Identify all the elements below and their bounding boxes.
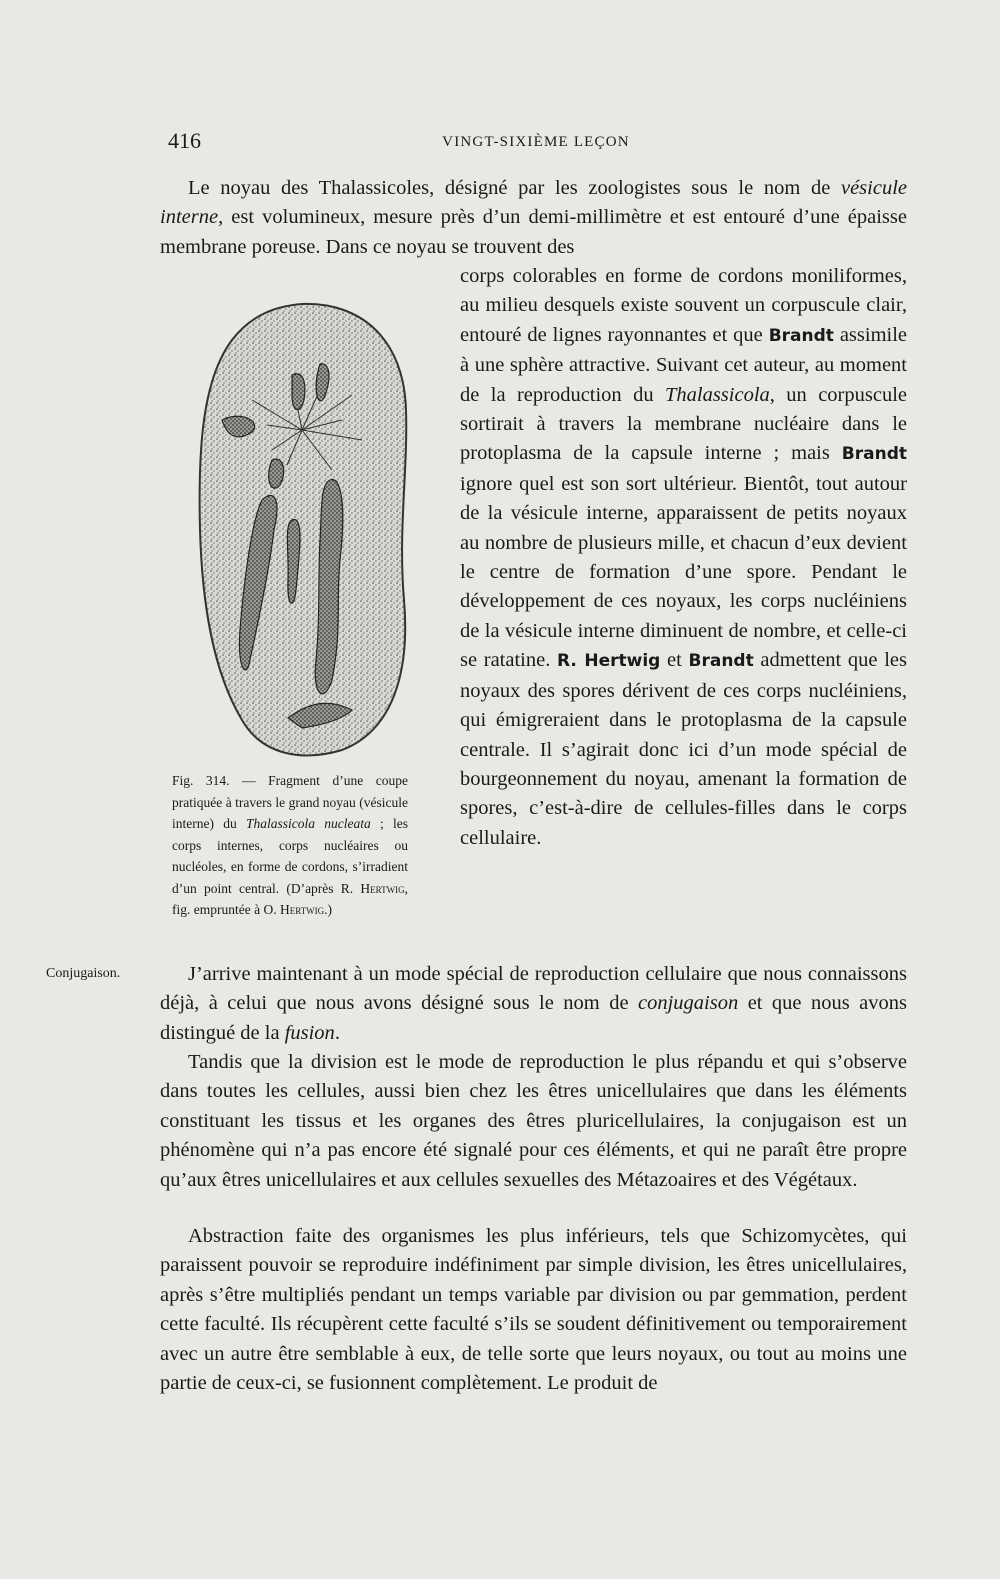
caption-text-3: , fig. empruntée à O. (172, 880, 408, 917)
abstraction-paragraph (160, 1222, 907, 1398)
conj-text-2: et que nous avons distingué de la (160, 992, 907, 1044)
caption-author: Hertwig (360, 880, 405, 896)
intro-text-2: , est volumineux, mesure près d’un demi-millimètre et est entouré d’une épaisse membrane poreuse. Dans ce noyau se trouvent des (160, 206, 907, 258)
caption-text-1: — Fragment d’une coupe pratiquée à travers le grand noyau (vésicule interne) du (172, 773, 408, 831)
conj-term-1: conjugaison (638, 992, 739, 1015)
abstraction-text: Abstraction faite des organismes les plus inférieurs, tels que Schizomycètes, qui paraissent pouvoir se reproduire indéfiniment par simple division, les êtres unicellulaires, après s’être multipliés pendant un temps variable par division ou par gemmation, perdent cette faculté. Ils récupèrent cette faculté s’ils se soudent définitivement ou temporairement avec un autre être semblable à eux, de telle sorte que leurs noyaux, ou tout au moins une partie de ceux-ci, se fusionnent complètement. Le produit de (160, 1225, 907, 1395)
conj-term-2: fusion (284, 1021, 335, 1044)
page-header (168, 128, 904, 156)
wrap-text-1: corps colorables en forme de cordons moniliformes, au milieu desquels existe souvent un corpuscule clair, entouré de lignes rayonnantes et que (460, 265, 907, 346)
conj-text-3: . (334, 1021, 340, 1044)
division-text: Tandis que la division est le mode de reproduction le plus répandu et qui s’observe dans toutes les cellules, aussi bien chez les êtres unicellulaires que dans les éléments constituant les tissus et les organes des êtres pluricellulaires, la conjugaison est un phénomène qui n’a pas encore été signalé pour ces éléments, et qui ne paraît être propre qu’aux êtres unicellulaires et aux cellules sexuelles des Métazoaires et des Végétaux. (160, 1051, 907, 1191)
wrap-text-6: admettent que les noyaux des spores dérivent de ces corps nucléiniens, qui émigreraient dans le protoplasma de la capsule centrale. Il s’agirait donc ici d’un mode spécial de bourgeonnement du noyau, amenant la formation de spores, c’est-à-dire de cellules-filles dans le corps cellulaire. (460, 649, 907, 849)
figure-caption (172, 770, 408, 921)
figure-illustration (192, 300, 422, 760)
caption-author: Hertwig (279, 902, 325, 917)
author-name: R. Hertwig (557, 651, 661, 672)
intro-paragraph (160, 174, 907, 262)
intro-term: vésicule interne (160, 177, 907, 229)
genus-name: Thalassicola (664, 383, 770, 406)
division-paragraph (160, 1048, 907, 1195)
caption-text-2: ; les corps internes, corps nucléaires ou nucléoles, en forme de cordons, s’irradient d’un point central. (D’après R. (172, 816, 408, 896)
conj-text-1: J’arrive maintenant à un mode spécial de reproduction cellulaire que nous connaissons déjà, à celui que nous avons désigné sous le nom de (160, 963, 907, 1015)
caption-genus: Thalassicola nucleata (245, 816, 371, 831)
intro-text-1: Le noyau des Thalassicoles, désigné par les zoologistes sous le nom de (188, 177, 841, 199)
wrap-text-5: et (660, 649, 689, 672)
margin-note: Conjugaison. (46, 966, 121, 981)
wrap-text-2: assimile à une sphère attractive. Suivant cet auteur, au moment de la reproduction du (460, 323, 908, 406)
wrapped-paragraph (460, 262, 907, 853)
caption-text-4: .) (324, 902, 333, 917)
nucleus-drawing (192, 300, 422, 760)
conjugaison-paragraph (160, 960, 907, 1048)
page-number: 416 (168, 128, 201, 153)
wrap-text-4: ignore quel est son sort ultérieur. Bientôt, tout autour de la vésicule interne, apparaissent de petits noyaux au nombre de plusieurs mille, et chacun d’eux devient le centre de formation d’une spore. Pendant le développement de ces noyaux, les corps nucléiniens de la vésicule interne diminuent de nombre, et celle-ci se ratatine. (460, 472, 907, 672)
author-name: Brandt (841, 444, 907, 465)
caption-label: Fig. 314. (172, 773, 230, 788)
wrap-text-3: , un corpuscule sortirait à travers la membrane nucléaire dans le protoplasma de la capsule interne ; mais (460, 383, 907, 465)
author-name: Brandt (688, 651, 754, 672)
running-head: VINGT-SIXIÈME LEÇON (442, 134, 630, 150)
author-name: Brandt (768, 325, 834, 346)
